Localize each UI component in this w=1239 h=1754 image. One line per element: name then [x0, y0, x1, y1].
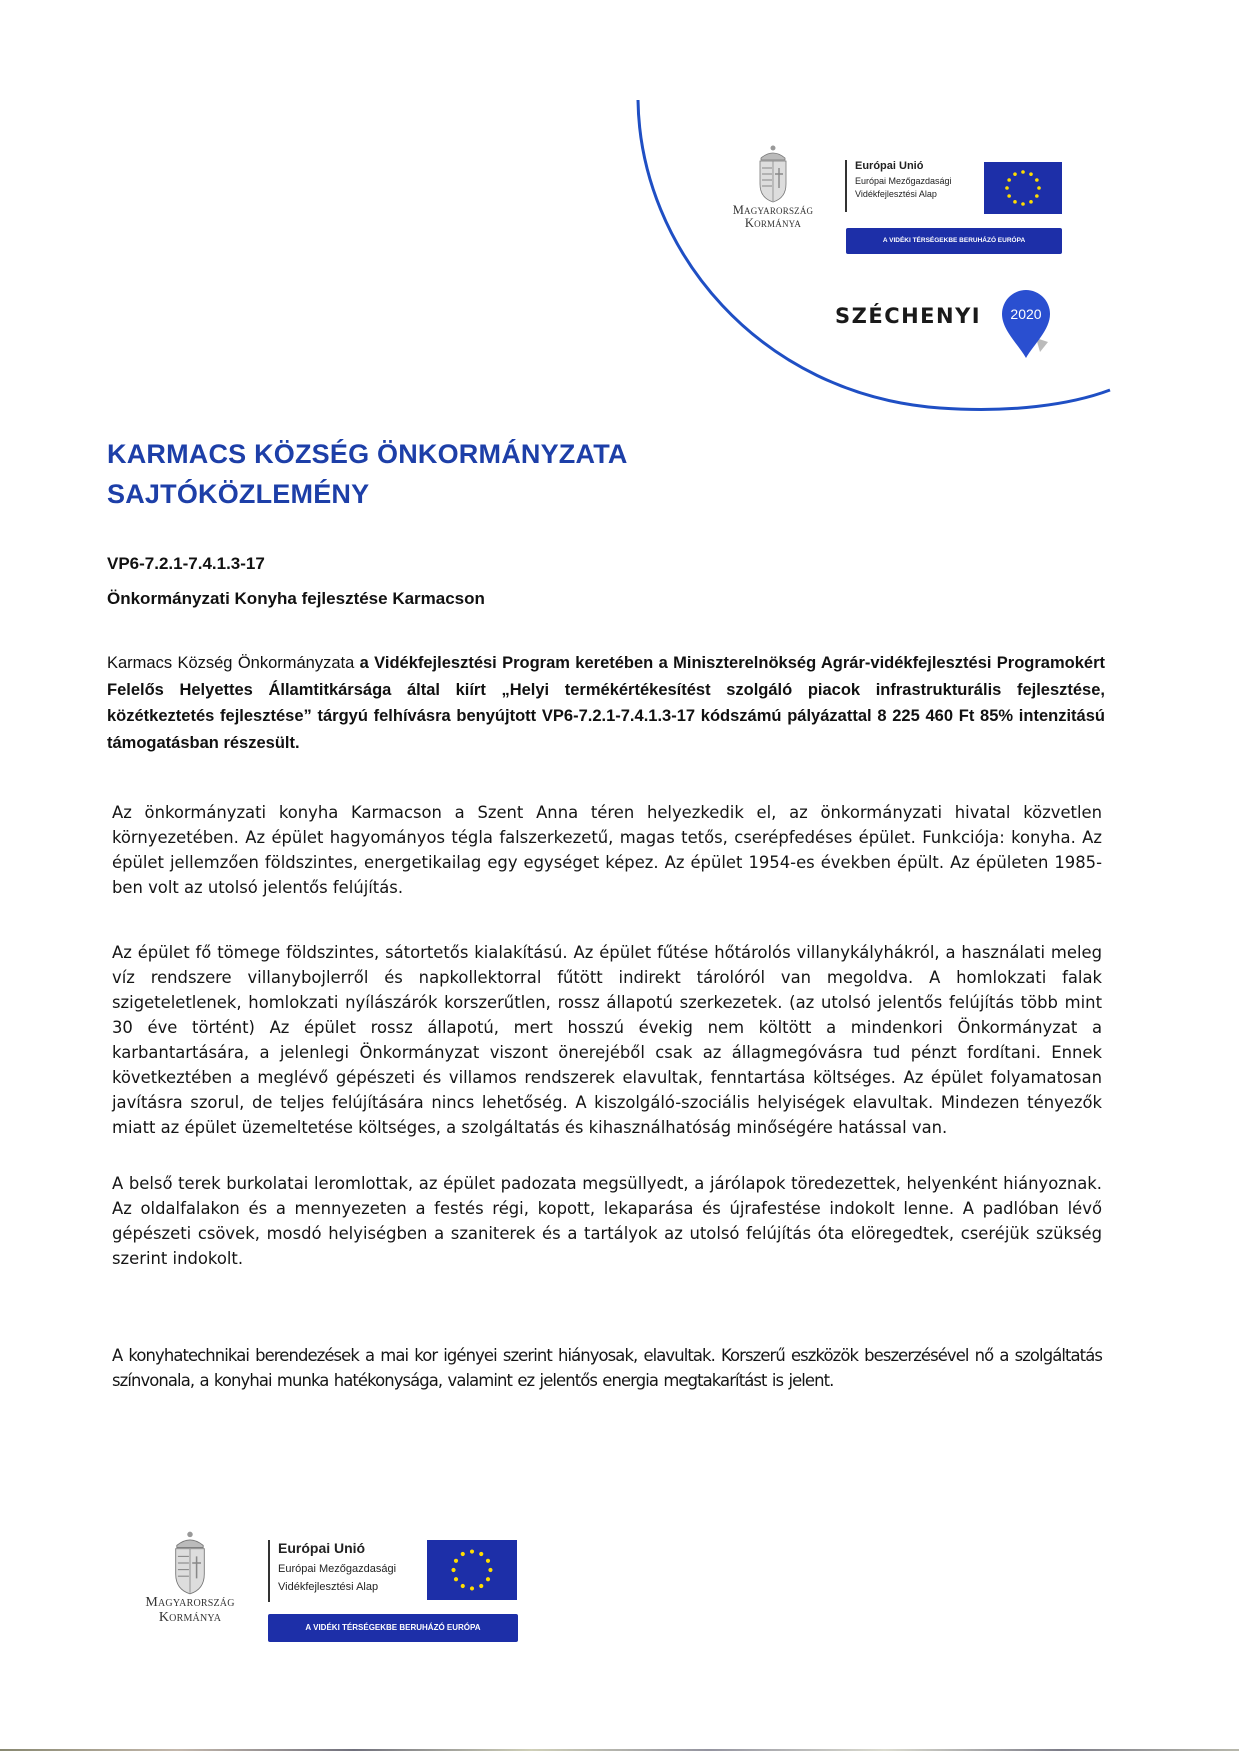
eu-star-icon — [1021, 202, 1025, 206]
eu-star-icon — [461, 1552, 465, 1556]
eu-title: Európai Unió — [278, 1540, 366, 1556]
body-paragraph-kitchen-equipment: A konyhatechnikai berendezések a mai kor igényei szerint hiányosak, elavultak. Korszerű eszközök beszerzésével nő a szolgáltatás színvonala, a konyhai munka hatékonysága, valamint ez jelentős energia megtakarítást is jelent. — [112, 1346, 1102, 1390]
eu-title: Európai Unió — [855, 160, 924, 172]
eu-star-icon — [1035, 178, 1039, 182]
eu-star-icon — [1007, 178, 1011, 182]
government-logo-footer — [125, 1530, 255, 1625]
government-name-line1: Magyarország — [145, 1595, 235, 1610]
szechenyi-wordmark: SZÉCHENYI — [835, 304, 982, 328]
eu-star-icon — [488, 1568, 492, 1572]
eu-star-icon — [461, 1584, 465, 1588]
eu-fund-line2: Vidékfejlesztési Alap — [278, 1581, 379, 1593]
eu-star-icon — [1007, 194, 1011, 198]
body-paragraph-building-location: Az önkormányzati konyha Karmacson a Szent Anna téren helyezkedik el, az önkormányzati hivatal közvetlen környezetében. Az épület hagyományos tégla falszerkezetű, magas tetős, cserépfedéses épület. Funkciója: konyha. Az épület jellemzően földszintes, energetikailag egy egységet képez. Az épület 1954-es években épült. Az épületen 1985-ben volt az utolsó jelentős felújítás. — [112, 803, 1102, 897]
eu-fund-line2: Vidékfejlesztési Alap — [855, 189, 937, 199]
project-code: VP6-7.2.1-7.4.1.3-17 — [107, 554, 265, 573]
szechenyi-2020-pin-icon — [1000, 288, 1052, 360]
szechenyi-year: 2020 — [1010, 306, 1042, 322]
eu-star-icon — [479, 1584, 483, 1588]
eu-slogan-banner: A VIDÉKI TÉRSÉGEKBE BERUHÁZÓ EURÓPA — [846, 228, 1062, 254]
project-name: Önkormányzati Konyha fejlesztése Karmacson — [107, 589, 485, 608]
eu-star-icon — [470, 1586, 474, 1590]
government-name-line2: Kormánya — [158, 1609, 222, 1625]
eu-star-icon — [1029, 172, 1033, 176]
eu-star-icon — [1005, 186, 1009, 190]
eu-star-icon — [486, 1577, 490, 1581]
eu-fund-label-header — [845, 160, 952, 212]
eu-star-icon — [486, 1559, 490, 1563]
eu-star-icon — [1013, 172, 1017, 176]
eu-star-icon — [1037, 186, 1041, 190]
government-logo-header — [718, 144, 828, 230]
scan-edge-line — [0, 1749, 1239, 1751]
document-title: SAJTÓKÖZLEMÉNY — [107, 479, 370, 509]
eu-fund-line1: Európai Mezőgazdasági — [278, 1563, 397, 1575]
eu-star-icon — [1021, 170, 1025, 174]
eu-star-icon — [1013, 200, 1017, 204]
government-name-line1: Magyarország — [732, 203, 814, 217]
hungarian-crest-icon — [168, 1530, 212, 1596]
eu-star-icon — [454, 1577, 458, 1581]
eu-star-icon — [451, 1568, 455, 1572]
eu-flag-icon — [984, 162, 1062, 214]
eu-slogan-banner: A VIDÉKI TÉRSÉGEKBE BERUHÁZÓ EURÓPA — [268, 1614, 518, 1642]
intro-paragraph — [107, 650, 1105, 756]
eu-fund-label-footer — [268, 1540, 396, 1602]
eu-star-icon — [1035, 194, 1039, 198]
hungarian-crest-icon — [753, 144, 793, 204]
body-paragraph-building-condition: Az épület fő tömege földszintes, sátortetős kialakítású. Az épület fűtése hőtárolós villanykályhákról, a használati meleg víz rendszere villanybojlerről és napkollektorral fűtött indirekt tárolóról van megoldva. A homlokzati falak szigeteletlenek, homlokzati nyílászárók korszerűtlen, rossz állapotú szerkezetek. (az utolsó jelentős felújítás több mint 30 éve történt) Az épület rossz állapotú, mert hosszú évekig nem költött a mindenkori Önkormányzat a karbantartására, a jelenlegi Önkormányzat viszont önerejéből csak az állagmegóvásra tud pénzt fordítani. Ennek következtében a meglévő gépészeti és villamos rendszerek elavultak, fenntartása költséges. Az épület folyamatosan javításra szorul, de teljes felújítására nincs lehetőség. A kiszolgáló-szociális helyiségek elavultak. Mindezen tényezők miatt az épület üzemeltetése költséges, a szolgáltatás és kihasználhatóság minőségére hatással van. — [112, 943, 1102, 1137]
header-arc-decoration — [0, 0, 1239, 440]
eu-flag-icon — [427, 1540, 517, 1600]
eu-fund-line1: Európai Mezőgazdasági — [855, 176, 952, 186]
body-paragraph-interior: A belső terek burkolatai leromlottak, az épület padozata megsüllyedt, a járólapok töredezettek, helyenként hiányoznak. Az oldalfalakon és a mennyezeten a festés régi, kopott, lekaparása és újrafestése indokolt lenne. A padlóban lévő gépészeti csövek, mosdó helyiségben a szaniterek és a tartályok az utolsó felújítás óta elöregedtek, cseréjük szükség szerint indokolt. — [112, 1174, 1102, 1268]
eu-star-icon — [470, 1549, 474, 1553]
eu-star-icon — [479, 1552, 483, 1556]
organization-title: KARMACS KÖZSÉG ÖNKORMÁNYZATA — [107, 439, 628, 469]
intro-plain-text: Karmacs Község Önkormányzata — [107, 654, 360, 672]
intro-bold-text: a Vidékfejlesztési Program keretében a Miniszterelnökség Agrár-vidékfejlesztési Programokért Felelős Helyettes Államtitkársága által kiírt „Helyi termékértékesítést szolgáló piacok infrastrukturális fejlesztése, közétkeztetés fejlesztése” tárgyú felhívásra benyújtott VP6-7.2.1-7.4.1.3-17 kódszámú pályázattal 8 225 460 Ft 85% intenzitású támogatásban részesült. — [107, 654, 1105, 752]
eu-star-icon — [454, 1559, 458, 1563]
government-name-line2: Kormánya — [744, 216, 802, 231]
eu-star-icon — [1029, 200, 1033, 204]
